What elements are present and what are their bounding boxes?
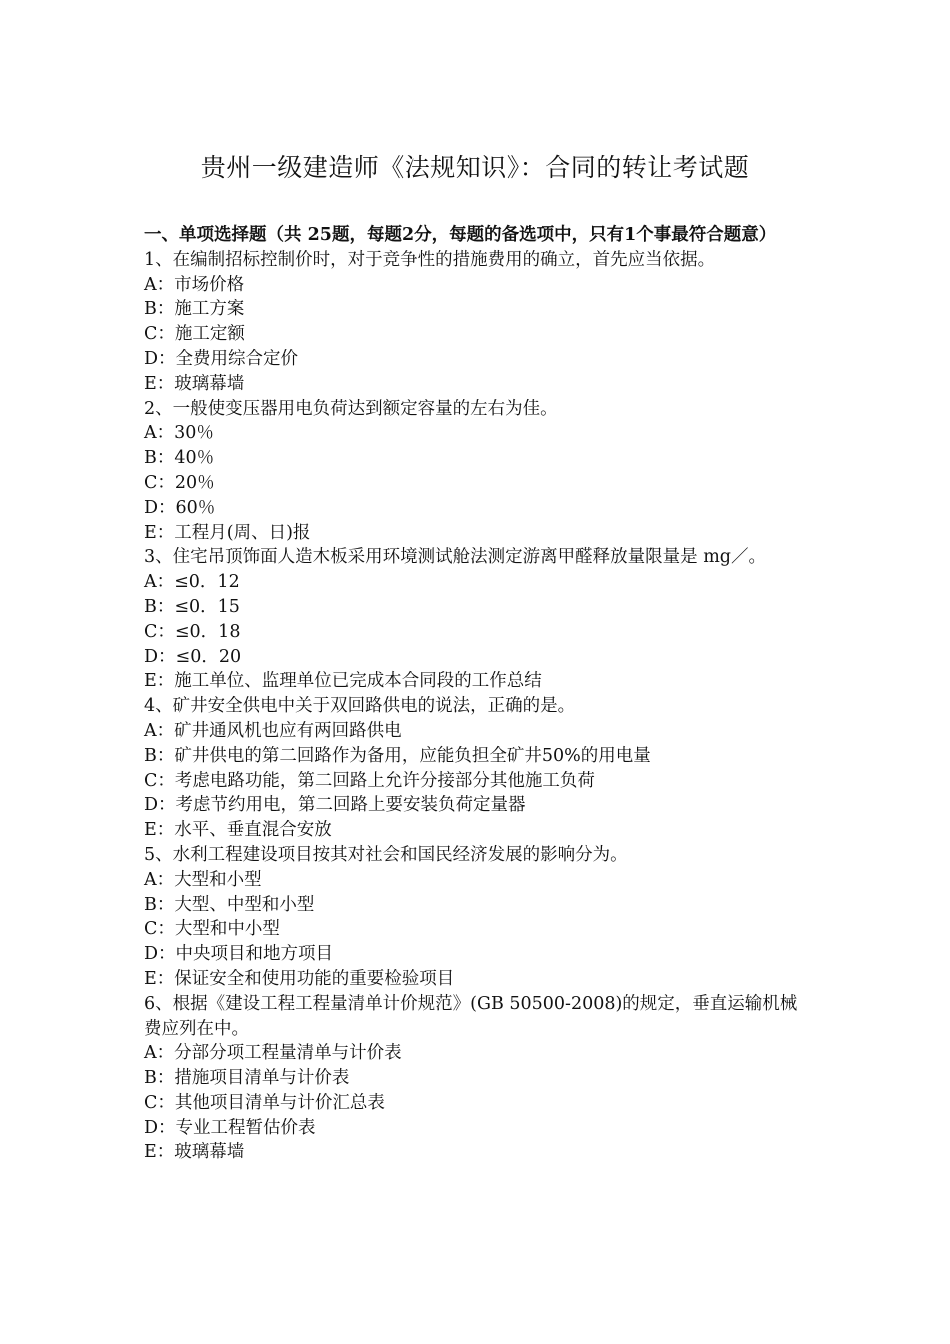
- question-stem: 5、水利工程建设项目按其对社会和国民经济发展的影响分为。: [144, 844, 628, 865]
- option-a: A：分部分项工程量清单与计价表: [144, 1043, 402, 1064]
- option-b: B：40％: [144, 448, 215, 469]
- option-a: A：大型和小型: [144, 869, 262, 890]
- option-c: C：≤0．18: [144, 621, 241, 642]
- option-d: D：60％: [144, 497, 216, 518]
- question-3: [144, 545, 808, 694]
- question-1: [144, 248, 808, 397]
- option-d: D：≤0．20: [144, 646, 242, 667]
- option-c: C：大型和中小型: [144, 919, 280, 940]
- option-e: E：水平、垂直混合安放: [144, 820, 332, 841]
- question-5: [144, 843, 808, 992]
- option-b: B：施工方案: [144, 299, 245, 320]
- question-4: [144, 694, 808, 843]
- option-c: C：施工定额: [144, 324, 245, 345]
- option-e: E：工程月(周、日)报: [144, 522, 311, 543]
- option-b: B：≤0．15: [144, 596, 240, 617]
- option-b: B：措施项目清单与计价表: [144, 1068, 350, 1089]
- question-stem: 6、根据《建设工程工程量清单计价规范》(GB 50500-2008)的规定，垂直运输机械费应列在中。: [144, 993, 798, 1039]
- option-e: E：施工单位、监理单位已完成本合同段的工作总结: [144, 671, 542, 692]
- question-stem: 2、一般使变压器用电负荷达到额定容量的左右为佳。: [144, 398, 558, 419]
- question-stem: 4、矿井安全供电中关于双回路供电的说法，正确的是。: [144, 696, 576, 717]
- option-e: E：玻璃幕墙: [144, 1142, 245, 1163]
- option-a: A：市场价格: [144, 274, 245, 295]
- question-stem: 3、住宅吊顶饰面人造木板采用环境测试舱法测定游离甲醛释放量限量是 mg／。: [144, 547, 766, 568]
- section-heading: 一、单项选择题（共 25题，每题2分，每题的备选项中，只有1个事最符合题意）: [144, 225, 777, 245]
- question-6: [144, 992, 808, 1166]
- option-e: E：玻璃幕墙: [144, 373, 245, 394]
- question-2: [144, 397, 808, 546]
- option-d: D：全费用综合定价: [144, 348, 299, 369]
- document-title: 贵州一级建造师《法规知识》：合同的转让考试题: [200, 153, 750, 182]
- document-body: [144, 223, 808, 1165]
- option-a: A：≤0．12: [144, 572, 240, 593]
- option-a: A：30％: [144, 423, 214, 444]
- option-a: A：矿井通风机也应有两回路供电: [144, 720, 402, 741]
- option-c: C：考虑电路功能，第二回路上允许分接部分其他施工负荷: [144, 770, 595, 791]
- option-c: C：20％: [144, 472, 215, 493]
- option-b: B：矿井供电的第二回路作为备用，应能负担全矿井50%的用电量: [144, 745, 651, 766]
- option-d: D：中央项目和地方项目: [144, 944, 334, 965]
- option-d: D：考虑节约用电，第二回路上要安装负荷定量器: [144, 795, 526, 816]
- option-b: B：大型、中型和小型: [144, 894, 315, 915]
- option-c: C：其他项目清单与计价汇总表: [144, 1092, 385, 1113]
- option-e: E：保证安全和使用功能的重要检验项目: [144, 968, 455, 989]
- question-stem: 1、在编制招标控制价时，对于竞争性的措施费用的确立，首先应当依据。: [144, 249, 716, 270]
- option-d: D：专业工程暂估价表: [144, 1117, 316, 1138]
